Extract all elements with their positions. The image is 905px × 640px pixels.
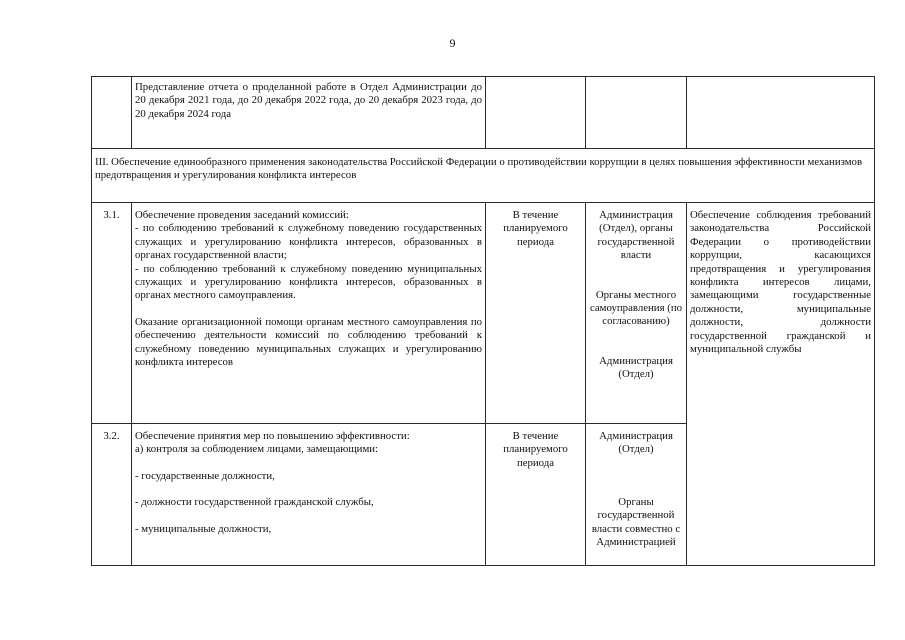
measure-paragraph: - по соблюдению требований к служебному поведению государственных служащих и урегулированию конфликта интересов, образованных в органах государственной власти; <box>135 222 482 262</box>
measures-table <box>91 76 875 566</box>
table-row-3-1 <box>92 203 875 424</box>
measure-list-item: - государственные должности, <box>135 469 275 482</box>
item-3-1-executors-cell <box>586 203 687 424</box>
section-heading-cell <box>92 149 875 203</box>
executor: Администрация (Отдел), органы государственной власти <box>597 209 675 262</box>
cell-result-empty <box>687 77 875 149</box>
measure-paragraph: Оказание организационной помощи органам местного самоуправления по обеспечению деятельности комиссий по соблюдению требований к служебному поведению муниципальных служащих и урегулированию конфликта интересов <box>135 315 482 369</box>
section-heading: III. Обеспечение единообразного применения законодательства Российской Федерации о противодействии коррупции в целях повышения эффективности механизмов предотвращения и урегулирования конфликта интересов <box>95 156 863 182</box>
cell-num-empty <box>92 77 132 149</box>
item-3-2-measure-cell <box>132 424 486 566</box>
table-row-report <box>92 77 875 149</box>
report-measure-text: Представление отчета о проделанной работе в Отдел Администрации до 20 декабря 2021 года, до 20 декабря 2022 года, до 20 декабря 2023 года, до 20 декабря 2024 года <box>135 81 482 120</box>
expected-result: Обеспечение соблюдения требований законодательства Российской Федерации о противодействии коррупции, касающихся предотвращения и урегулирования конфликта интересов лицами, замещающими государственные должности, муниципальные должности, должности государственной гражданской и муниципальной службы <box>687 203 875 566</box>
measure-list-item: - муниципальные должности, <box>135 522 272 535</box>
measure-title: Обеспечение принятия мер по повышению эффективности: <box>135 430 410 442</box>
item-3-2-term: В течение планируемого периода <box>486 424 586 566</box>
measure-title: Обеспечение проведения заседаний комиссий: <box>135 209 349 221</box>
item-3-1-measure-cell <box>132 203 486 424</box>
executor: Органы местного самоуправления (по согласованию) <box>589 288 683 328</box>
item-3-2-executors-cell <box>586 424 687 566</box>
executor: Администрация (Отдел) <box>599 430 673 456</box>
report-measure-cell <box>132 77 486 149</box>
measure-subitem: а) контроля за соблюдением лицами, замещающими: <box>135 443 379 456</box>
item-number: 3.2. <box>92 424 132 566</box>
executor: Администрация (Отдел) <box>599 354 673 381</box>
table-row-section-heading <box>92 149 875 203</box>
page-number: 9 <box>449 36 456 50</box>
measure-paragraph: - по соблюдению требований к служебному поведению муниципальных служащих и урегулированию конфликта интересов, образованных в органах местного самоуправления. <box>135 262 482 302</box>
item-number: 3.1. <box>92 203 132 424</box>
cell-term-empty <box>486 77 586 149</box>
cell-exec-empty <box>586 77 687 149</box>
item-3-1-term: В течение планируемого периода <box>486 203 586 424</box>
measure-list-item: - должности государственной гражданской службы, <box>135 496 374 509</box>
executor: Органы государственной власти совместно с Администрацией <box>591 495 681 549</box>
